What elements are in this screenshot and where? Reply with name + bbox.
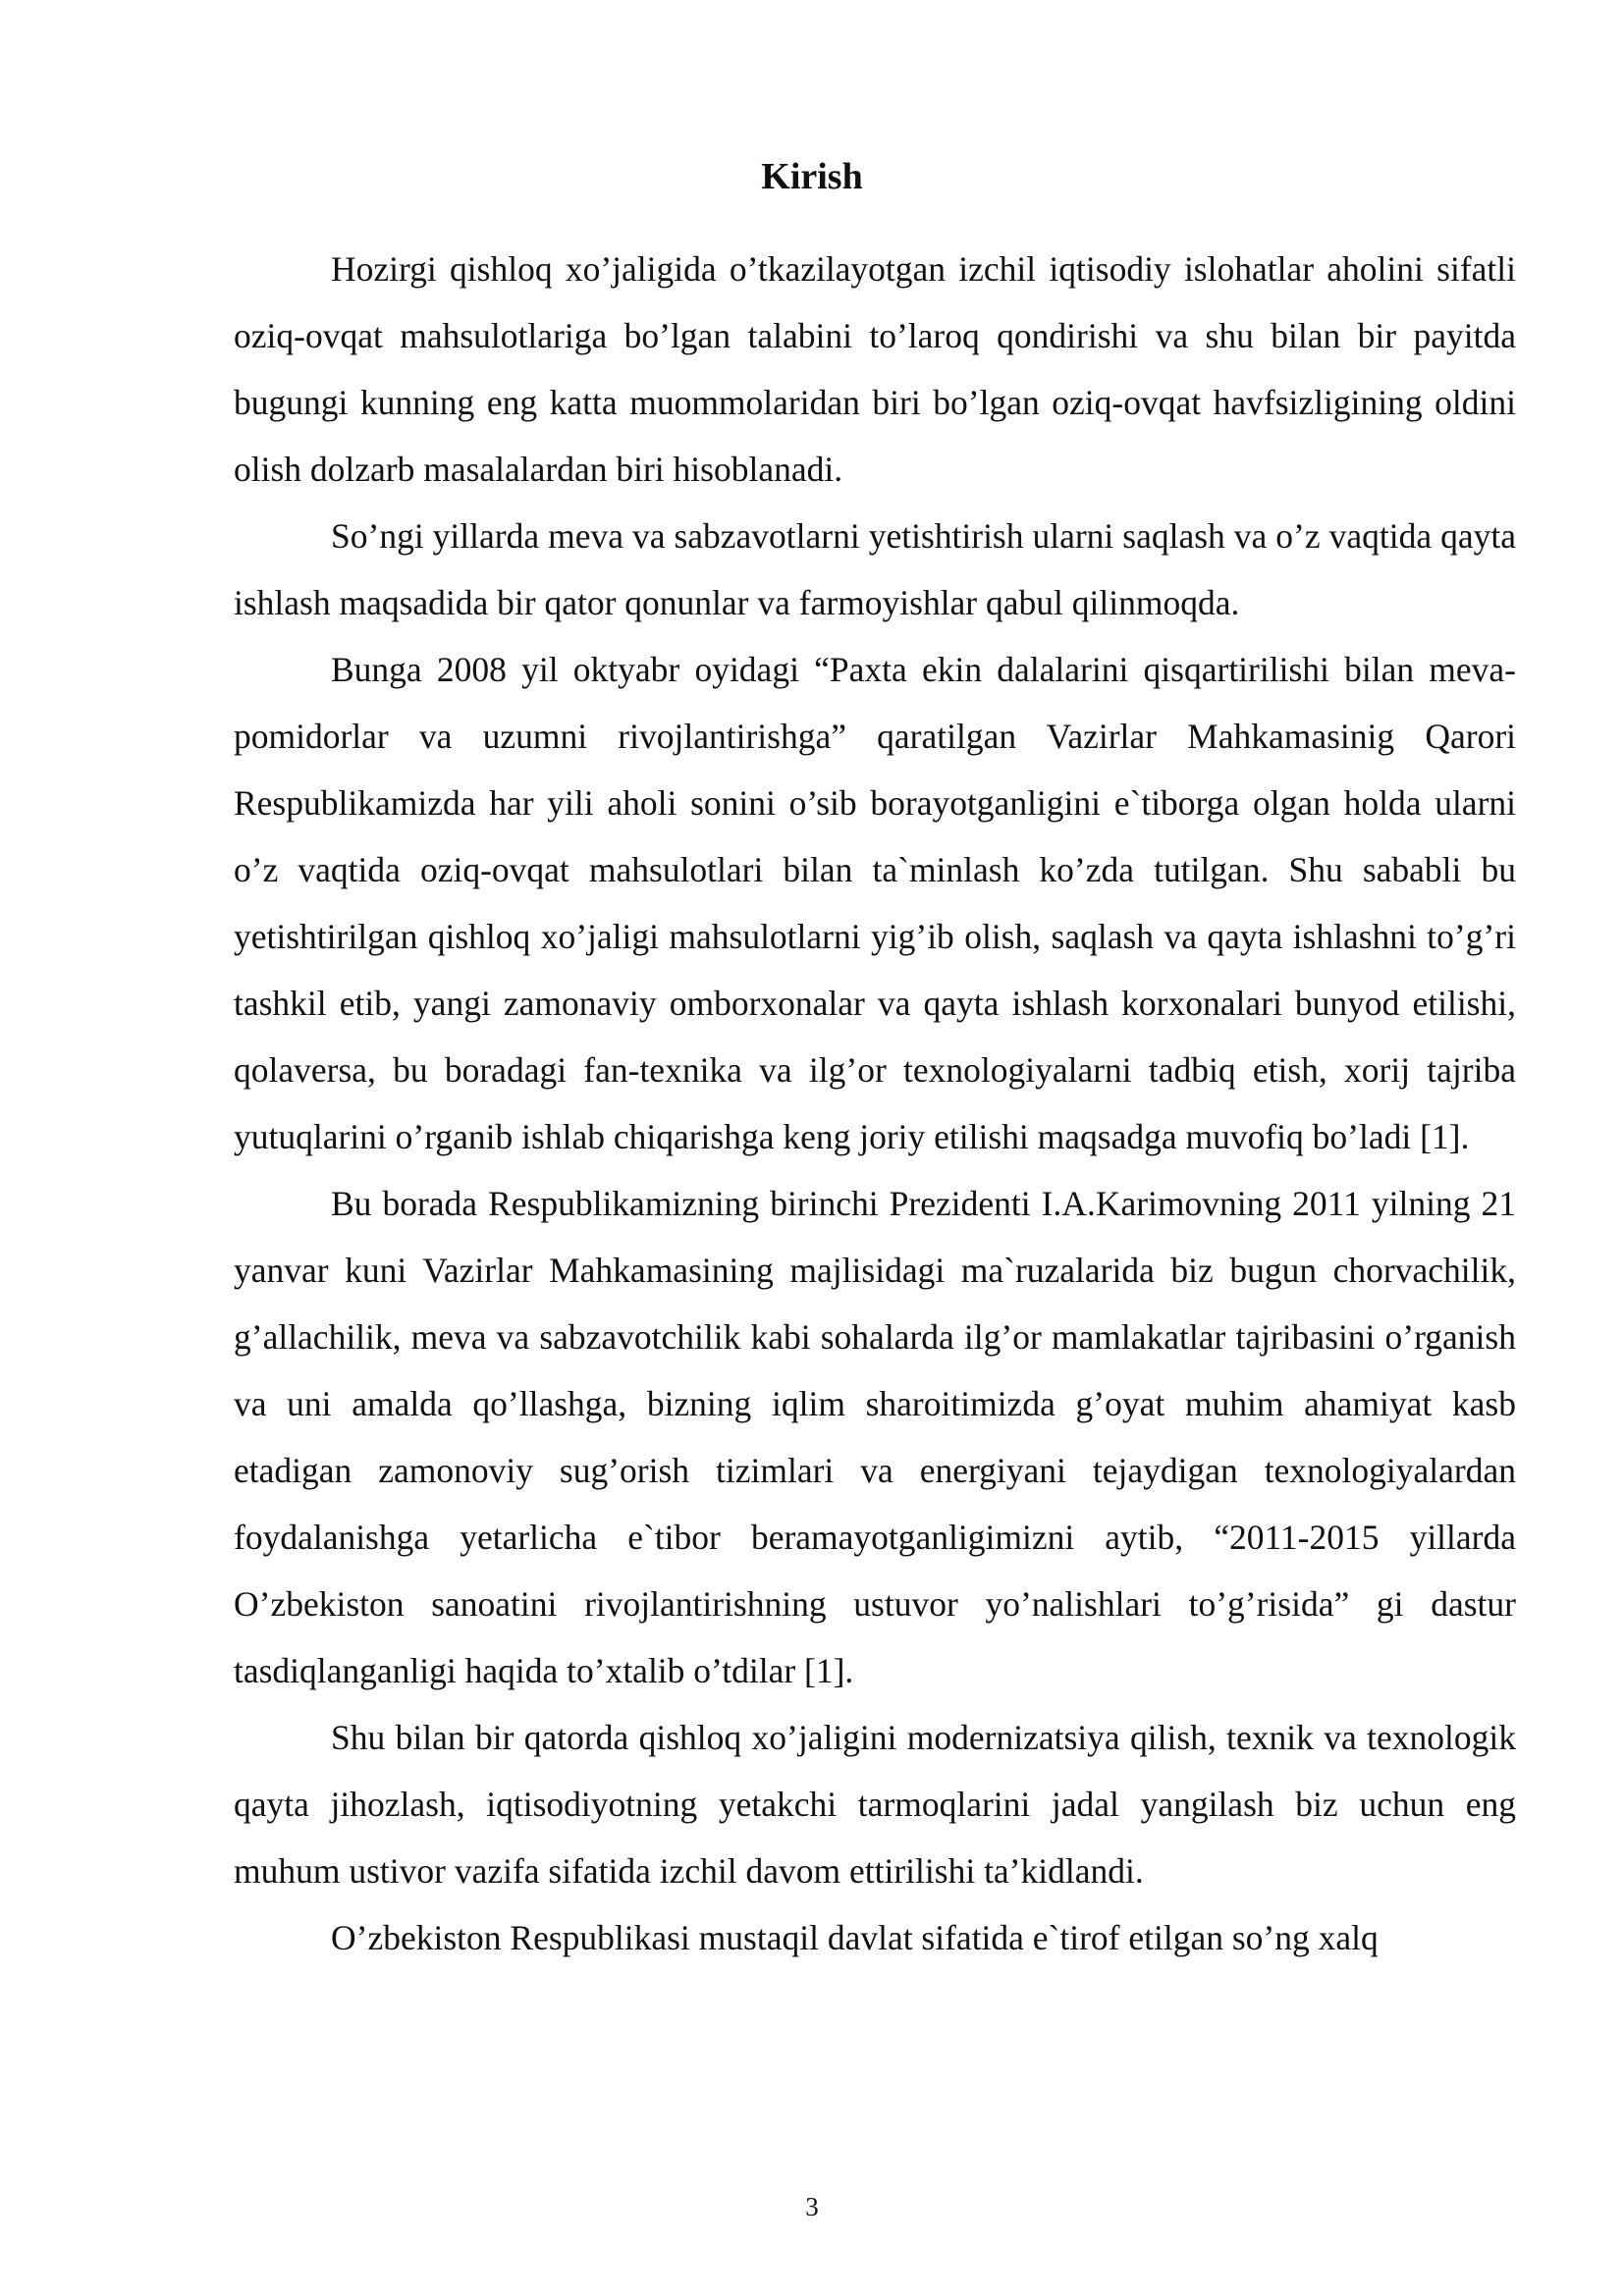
paragraph-2: So’ngi yillarda meva va sabzavotlarni yetishtirish ularni saqlash va o’z vaqtida qayta ishlash maqsadida bir qator qonunlar va farmoyishlar qabul qilinmoqda. (234, 516, 1516, 622)
paragraph-6: O’zbekiston Respublikasi mustaqil davlat sifatida e`tirof etilgan so’ng xalq (331, 1918, 1379, 1957)
paragraph-5: Shu bilan bir qatorda qishloq xo’jaligini modernizatsiya qilish, texnik va texnologik qayta jihozlash, iqtisodiyotning yetakchi tarmoqlarini jadal yangilash biz uchun eng muhum ustivor vazifa sifatida izchil davom ettirilishi ta’kidlandi. (234, 1718, 1516, 1891)
paragraph-4: Bu borada Respublikamizning birinchi Prezidenti I.A.Karimovning 2011 yilning 21 yanvar kuni Vazirlar Mahkamasining majlisidagi ma`ruzalarida biz bugun chorvachilik, g’allachilik, meva va sabzavotchilik kabi sohalarda ilg’or mamlakatlar tajribasini o’rganish va uni amalda qo’llashga, bizning iqlim sharoitimizda g’oyat muhim ahamiyat kasb etadigan zamonoviy sug’orish tizimlari va energiyani tejaydigan texnologiyalardan foydalanishga yetarlicha e`tibor beramayotganligimizni aytib, “2011-2015 yillarda O’zbekiston sanoatini rivojlantirishning ustuvor yo’nalishlari to’g’risida” gi dastur tasdiqlanganligi haqida to’xtalib o’tdilar [1]. (234, 1184, 1516, 1690)
document-body (234, 236, 1516, 1971)
paragraph-3: Bunga 2008 yil oktyabr oyidagi “Paxta ekin dalalarini qisqartirilishi bilan meva-pomidorlar va uzumni rivojlantirishga” qaratilgan Vazirlar Mahkamasinig Qarori Respublikamizda har yili aholi sonini o’sib borayotganligini e`tiborga olgan holda ularni o’z vaqtida oziq-ovqat mahsulotlari bilan ta`minlash ko’zda tutilgan. Shu sababli bu yetishtirilgan qishloq xo’jaligi mahsulotlarni yig’ib olish, saqlash va qayta ishlashni to’g’ri tashkil etib, yangi zamonaviy omborxonalar va qayta ishlash korxonalari bunyod etilishi, qolaversa, bu boradagi fan-texnika va ilg’or texnologiyalarni tadbiq etish, xorij tajriba yutuqlarini o’rganib ishlab chiqarishga keng joriy etilishi maqsadga muvofiq bo’ladi [1]. (234, 650, 1516, 1156)
page-title: Kirish (761, 156, 863, 197)
paragraph-1: Hozirgi qishloq xo’jaligida o’tkazilayotgan izchil iqtisodiy islohatlar aholini sifatli oziq-ovqat mahsulotlariga bo’lgan talabini to’laroq qondirishi va shu bilan bir payitda bugungi kunning eng katta muommolaridan biri bo’lgan oziq-ovqat havfsizligining oldini olish dolzarb masalalardan biri hisoblanadi. (234, 249, 1516, 489)
page-number: 3 (805, 2192, 819, 2221)
